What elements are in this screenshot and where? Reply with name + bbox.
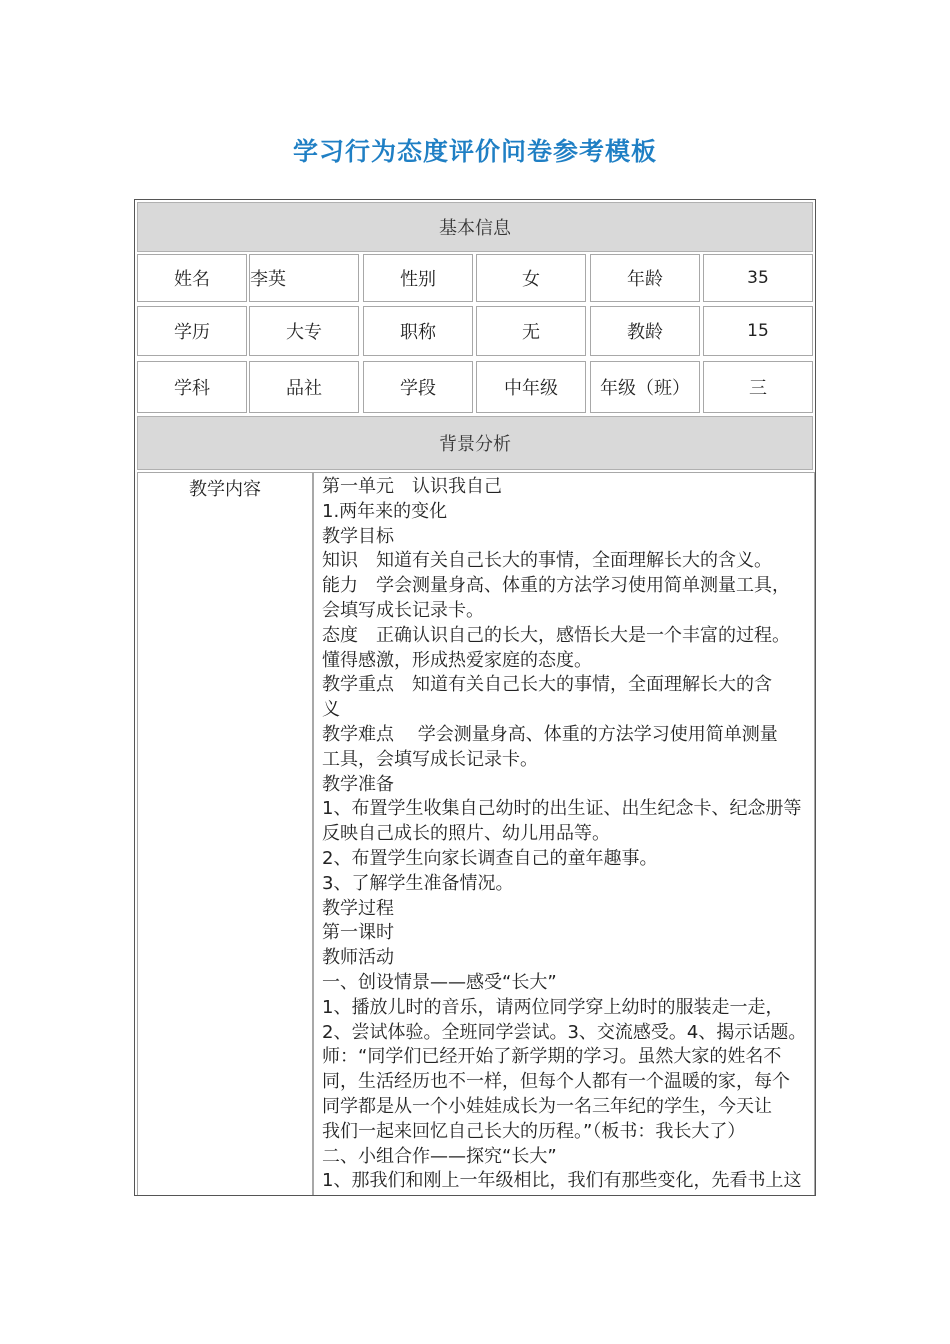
content-line: 1、布置学生收集自己幼时的出生证、出生纪念卡、纪念册等 xyxy=(322,798,802,820)
content-line: 1.两年来的变化 xyxy=(322,500,448,522)
content-line: 教学难点 学会测量身高、体重的方法学习使用简单测量 xyxy=(322,723,778,745)
teaching-years-label: 教龄 xyxy=(590,306,700,356)
content-line: 2、尝试体验。全班同学尝试。3、交流感受。4、揭示话题。 xyxy=(322,1021,807,1043)
page-title: 学习行为态度评价问卷参考模板 xyxy=(292,137,657,166)
content-line: 2、布置学生向家长调查自己的童年趣事。 xyxy=(322,847,658,869)
gender-label: 性别 xyxy=(363,254,473,302)
content-line: 3、了解学生准备情况。 xyxy=(322,872,514,894)
basic-info-header: 基本信息 xyxy=(137,202,813,252)
content-line: 二、小组合作——探究“长大” xyxy=(322,1145,557,1167)
background-header: 背景分析 xyxy=(137,416,813,470)
content-line: 教学重点 知道有关自己长大的事情，全面理解长大的含 xyxy=(322,674,772,696)
gender-value: 女 xyxy=(476,254,586,302)
grade-value: 三 xyxy=(703,361,813,413)
education-value: 大专 xyxy=(249,306,359,356)
content-line: 能力 学会测量身高、体重的方法学习使用简单测量工具， xyxy=(322,575,790,597)
content-line: 教学过程 xyxy=(322,897,394,919)
stage-value: 中年级 xyxy=(476,361,586,413)
content-line: 同学都是从一个小娃娃成长为一名三年纪的学生，今天让 xyxy=(322,1095,772,1117)
teaching-content-body xyxy=(313,472,815,1196)
content-line: 反映自己成长的照片、幼儿用品等。 xyxy=(322,823,610,845)
teaching-years-value: 15 xyxy=(703,306,813,356)
content-line: 工具，会填写成长记录卡。 xyxy=(322,748,538,770)
content-line: 师：“同学们已经开始了新学期的学习。虽然大家的姓名不 xyxy=(322,1046,782,1068)
content-line: 义 xyxy=(322,699,340,721)
name-label: 姓名 xyxy=(137,254,247,302)
name-value: 李英 xyxy=(249,254,359,302)
age-label: 年龄 xyxy=(590,254,700,302)
content-line: 会填写成长记录卡。 xyxy=(322,599,484,621)
age-value: 35 xyxy=(703,254,813,302)
content-line: 1、播放儿时的音乐，请两位同学穿上幼时的服装走一走， xyxy=(322,996,784,1018)
content-line: 第一单元 认识我自己 xyxy=(322,476,502,497)
content-line: 知识 知道有关自己长大的事情，全面理解长大的含义。 xyxy=(322,550,772,572)
teaching-content-label: 教学内容 xyxy=(137,472,313,1196)
title-label: 职称 xyxy=(363,306,473,356)
title-value: 无 xyxy=(476,306,586,356)
profile-table xyxy=(134,199,816,1196)
content-line: 态度 正确认识自己的长大，感悟长大是一个丰富的过程。 xyxy=(322,624,790,646)
content-line: 第一课时 xyxy=(322,922,394,944)
subject-label: 学科 xyxy=(137,361,247,413)
education-label: 学历 xyxy=(137,306,247,356)
content-line: 一、创设情景——感受“长大” xyxy=(322,971,557,993)
content-line: 同，生活经历也不一样，但每个人都有一个温暖的家，每个 xyxy=(322,1071,790,1093)
content-line: 教学目标 xyxy=(322,525,394,547)
subject-value: 品社 xyxy=(249,361,359,413)
content-line: 1、那我们和刚上一年级相比，我们有那些变化，先看书上这 xyxy=(322,1170,802,1192)
content-line: 教师活动 xyxy=(322,947,394,969)
content-line: 懂得感激，形成热爱家庭的态度。 xyxy=(322,649,592,671)
stage-label: 学段 xyxy=(363,361,473,413)
content-line: 我们一起来回忆自己长大的历程。”（板书：我长大了） xyxy=(322,1120,746,1142)
content-line: 教学准备 xyxy=(322,773,394,795)
grade-label: 年级（班） xyxy=(590,361,700,413)
